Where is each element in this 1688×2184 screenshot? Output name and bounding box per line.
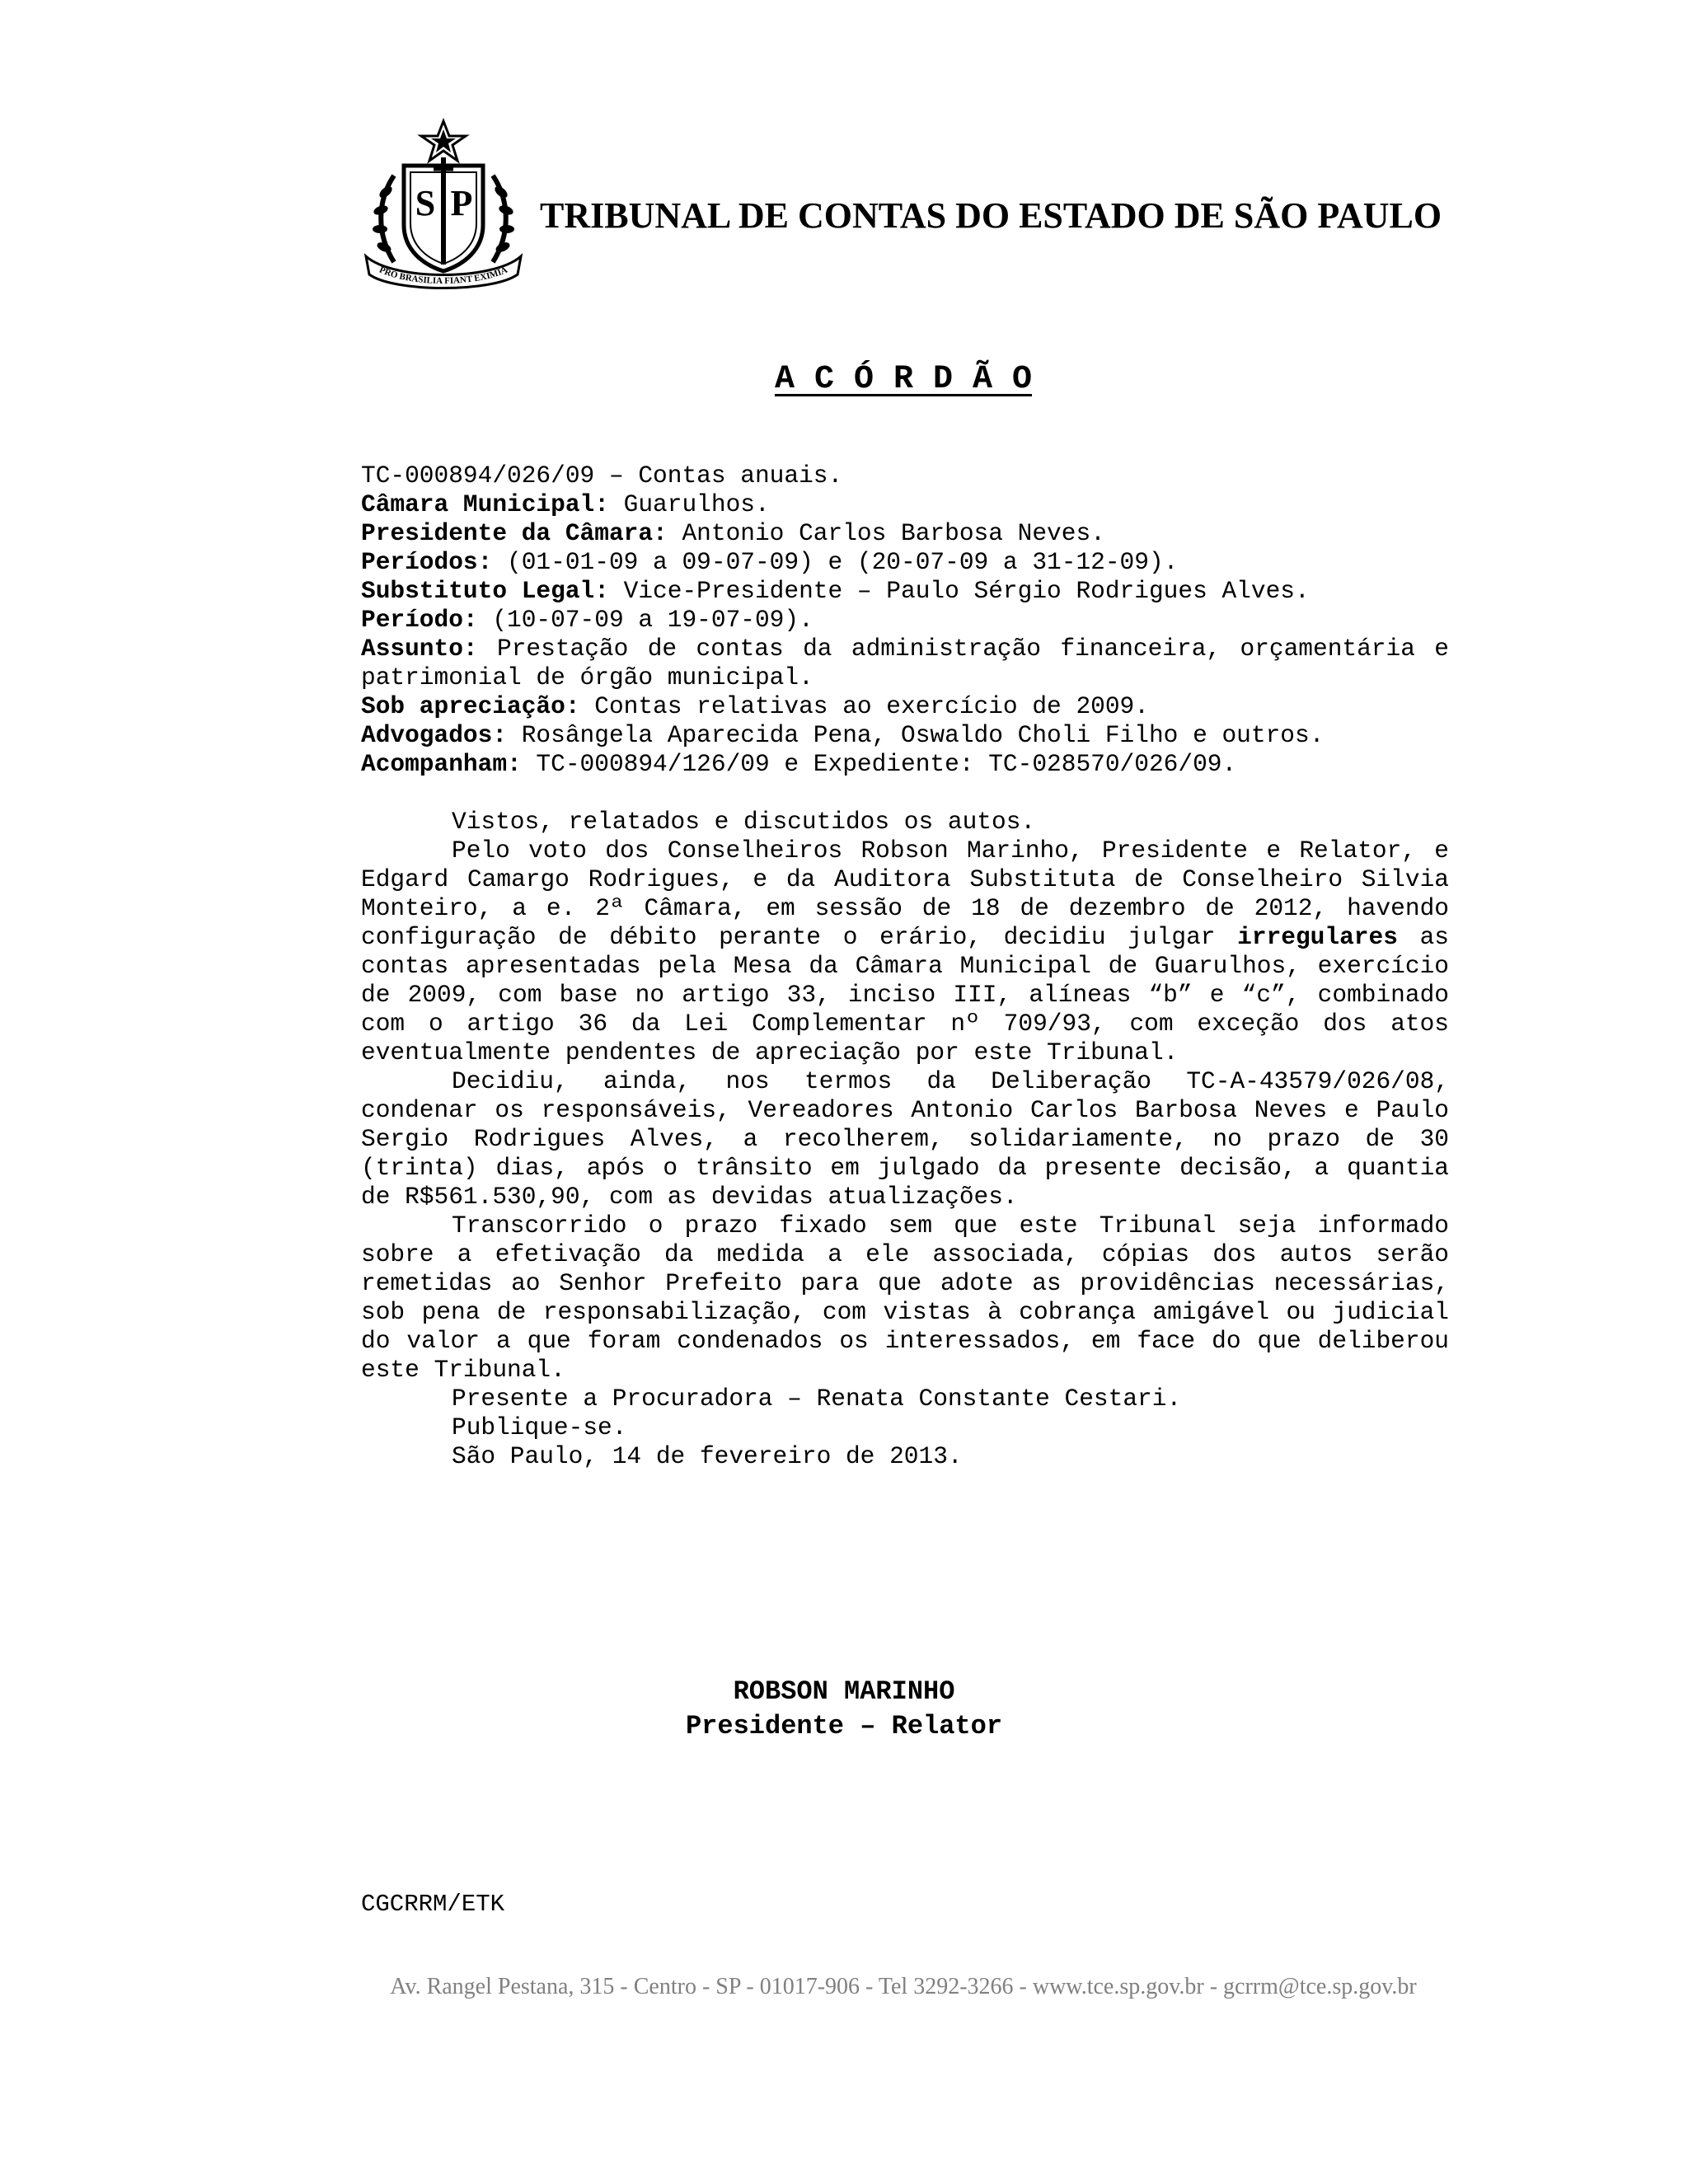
field-presidente (361, 519, 1449, 548)
signatory-name: ROBSON MARINHO (733, 1676, 955, 1707)
field-acompanham (361, 750, 1449, 779)
signatory-role: Presidente – Relator (685, 1711, 1003, 1741)
field-label: Período: (361, 606, 478, 634)
field-assunto (361, 635, 1449, 692)
document-reference: CGCRRM/ETK (361, 1891, 505, 1918)
paragraph-publique: Publique-se. (452, 1413, 627, 1441)
field-label: Assunto: (361, 635, 478, 663)
paragraph-vistos: Vistos, relatados e discutidos os autos. (452, 808, 1036, 836)
paragraph-voto: Pelo voto dos Conselheiros Robson Marinho, Presidente e Relator, e Edgard Camargo Rodrigues, e da Auditora Substituta de Conselheiro Silvia Monteiro, a e. 2ª Câmara, em sessão de 18 de dezembro de 2012, havendo configuração de débito perante o erário, decidiu julgar irregulares as contas apresentadas pela Mesa da Câmara Municipal de Guarulhos, exercício de 2009, com base no artigo 33, inciso III, alíneas “b” e “c”, combinado com o artigo 36 da Lei Complementar nº 709/93, com exceção dos atos eventualmente pendentes de apreciação por este Tribunal. (361, 837, 1449, 1066)
field-value: Guarulhos. (608, 490, 770, 518)
paragraph-condenacao: Decidiu, ainda, nos termos da Deliberação TC-A-43579/026/08, condenar os responsáveis, Vereadores Antonio Carlos Barbosa Neves e Paulo Sergio Rodrigues Alves, a recolherem, solidariamente, no prazo de 30 (trinta) dias, após o trânsito em julgado da presente decisão, a quantia de R$561.530,90, com as devidas atualizações. (361, 1067, 1449, 1211)
process-number: TC-000894/026/09 – Contas anuais. (361, 462, 843, 490)
field-value: Rosângela Aparecida Pena, Oswaldo Choli Filho e outros. (507, 721, 1325, 749)
field-substituto (361, 577, 1449, 606)
decision-body (361, 808, 1449, 1471)
field-label: Períodos: (361, 548, 493, 576)
field-value: Antonio Carlos Barbosa Neves. (667, 519, 1105, 547)
field-advogados (361, 721, 1449, 750)
field-value: (01-01-09 a 09-07-09) e (20-07-09 a 31-12-09). (492, 548, 1179, 576)
paragraph-date: São Paulo, 14 de fevereiro de 2013. (452, 1442, 963, 1470)
svg-text:P: P (450, 183, 473, 223)
field-label: Substituto Legal: (361, 577, 609, 605)
verdict-irregulares: irregulares (1237, 923, 1398, 951)
field-value: Contas relativas ao exercício de 2009. (579, 692, 1149, 720)
case-metadata (361, 462, 1449, 779)
field-label: Sob apreciação: (361, 692, 580, 720)
paragraph-transcorrido: Transcorrido o prazo fixado sem que este Tribunal seja informado sobre a efetivação da medida a ele associada, cópias dos autos serão remetidas ao Senhor Prefeito para que adote as providências necessárias, sob pena de responsabilização, com vistas à cobrança amigável ou judicial do valor a que foram condenados os interessados, em face do que deliberou este Tribunal. (361, 1212, 1449, 1384)
field-value: TC-000894/126/09 e Expediente: TC-028570/026/09. (521, 750, 1237, 778)
svg-text:PRO BRASILIA FIANT EXIMIA: PRO BRASILIA FIANT EXIMIA (377, 265, 509, 287)
footer-address: Av. Rangel Pestana, 315 - Centro - SP - 01017-906 - Tel 3292-3266 - www.tce.sp.gov.br - gcrrm@tce.sp.gov.br (390, 1974, 1417, 1999)
institution-title: TRIBUNAL DE CONTAS DO ESTADO DE SÃO PAULO (540, 195, 1442, 236)
field-periodo (361, 606, 1449, 635)
signature-block (0, 1675, 1688, 1744)
field-label: Acompanham: (361, 750, 522, 778)
field-value: (10-07-09 a 19-07-09). (477, 606, 814, 634)
field-sob-apreciacao (361, 692, 1449, 721)
field-value: Vice-Presidente – Paulo Sérgio Rodrigues Alves. (608, 577, 1310, 605)
paragraph-procuradora: Presente a Procuradora – Renata Constante Cestari. (452, 1385, 1182, 1413)
field-periodos (361, 548, 1449, 577)
document-title-text: A C Ó R D Ã O (774, 361, 1033, 398)
field-label: Presidente da Câmara: (361, 519, 668, 547)
document-title (0, 361, 1688, 398)
svg-text:S: S (415, 183, 436, 223)
page-footer (0, 1974, 1688, 2000)
field-label: Advogados: (361, 721, 508, 749)
sao-paulo-coat-of-arms-icon (361, 118, 526, 293)
field-value: Prestação de contas da administração financeira, orçamentária e patrimonial de órgão municipal. (361, 635, 1449, 691)
field-label: Câmara Municipal: (361, 490, 609, 518)
field-camara (361, 490, 1449, 519)
